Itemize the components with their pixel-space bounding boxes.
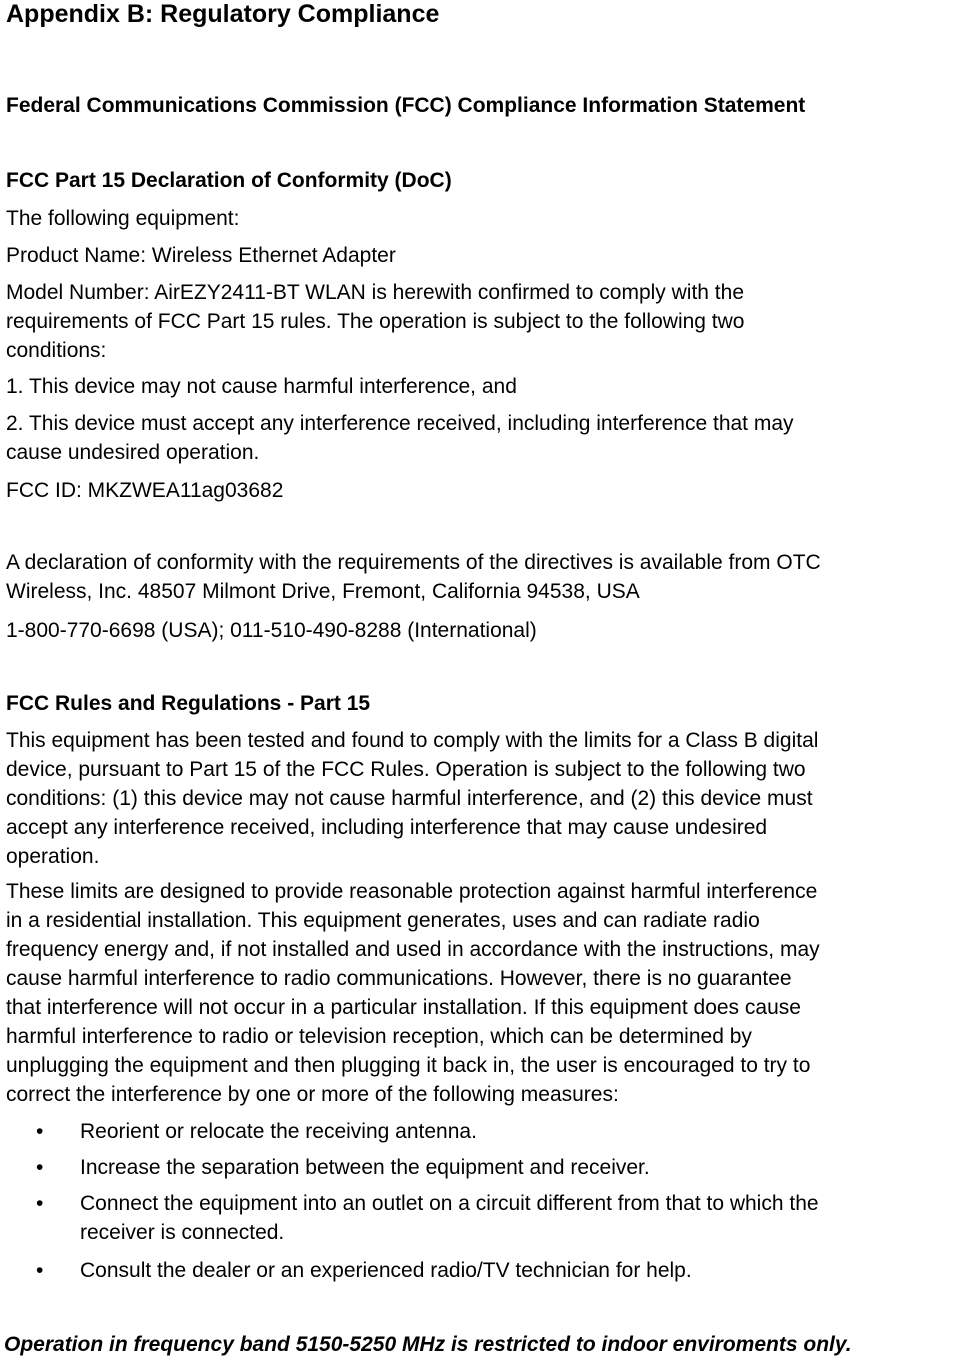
phone-numbers: 1-800-770-6698 (USA); 011-510-490-8288 (International) [6, 619, 537, 642]
list-item-text: Connect the equipment into an outlet on a circuit different from that to which the [80, 1192, 819, 1215]
text-line: that interference will not occur in a particular installation. If this equipment does cause [6, 996, 801, 1019]
bullet-icon: • [36, 1192, 44, 1215]
rules-paragraph-2 [6, 877, 820, 1109]
text-line: accept any interference received, including interference that may cause undesired [6, 816, 768, 839]
list-item-text: Reorient or relocate the receiving antenna. [80, 1120, 477, 1143]
text-line: in a residential installation. This equipment generates, uses and can radiate radio [6, 909, 760, 932]
product-name: Product Name: Wireless Ethernet Adapter [6, 244, 396, 267]
text-line: Wireless, Inc. 48507 Milmont Drive, Fremont, California 94538, USA [6, 580, 640, 603]
bullet-icon: • [36, 1156, 44, 1179]
page-title: Appendix B: Regulatory Compliance [6, 0, 440, 28]
list-item-text: Consult the dealer or an experienced radio/TV technician for help. [80, 1259, 692, 1282]
text-line: conditions: [6, 339, 107, 362]
fcc-statement-heading: Federal Communications Commission (FCC) Compliance Information Statement [6, 94, 806, 117]
text-line: operation. [6, 845, 100, 868]
text-line: conditions: (1) this device may not cause harmful interference, and (2) this device must [6, 787, 813, 810]
fcc-id: FCC ID: MKZWEA11ag03682 [6, 479, 284, 502]
text-line: cause undesired operation. [6, 441, 260, 464]
equipment-intro: The following equipment: [6, 207, 240, 230]
text-line: cause harmful interference to radio communications. However, there is no guarantee [6, 967, 792, 990]
text-line: frequency energy and, if not installed and used in accordance with the instructions, may [6, 938, 820, 961]
condition-2 [6, 409, 794, 467]
text-line: correct the interference by one or more of the following measures: [6, 1083, 619, 1106]
bullet-icon: • [36, 1259, 44, 1282]
model-number-paragraph [6, 278, 744, 365]
text-line: unplugging the equipment and then plugging it back in, the user is encouraged to try to [6, 1054, 811, 1077]
rules-paragraph-1 [6, 726, 818, 871]
text-line: harmful interference to radio or television reception, which can be determined by [6, 1025, 752, 1048]
doc-heading: FCC Part 15 Declaration of Conformity (DoC) [6, 169, 452, 192]
text-line: 2. This device must accept any interference received, including interference that may [6, 412, 794, 435]
declaration-paragraph [6, 548, 821, 606]
bullet-icon: • [36, 1120, 44, 1143]
rules-heading: FCC Rules and Regulations - Part 15 [6, 692, 371, 715]
text-line: Model Number: AirEZY2411-BT WLAN is herewith confirmed to comply with the [6, 281, 745, 304]
list-item-text: Increase the separation between the equipment and receiver. [80, 1156, 650, 1179]
text-line: This equipment has been tested and found to comply with the limits for a Class B digital [6, 729, 819, 752]
text-line: These limits are designed to provide reasonable protection against harmful interference [6, 880, 818, 903]
text-line: requirements of FCC Part 15 rules. The operation is subject to the following two [6, 310, 745, 333]
text-line: device, pursuant to Part 15 of the FCC Rules. Operation is subject to the following two [6, 758, 806, 781]
list-item-text: receiver is connected. [80, 1221, 285, 1244]
condition-1: 1. This device may not cause harmful interference, and [6, 375, 517, 398]
text-line: A declaration of conformity with the requirements of the directives is available from OTC [6, 551, 821, 574]
footer-note: Operation in frequency band 5150-5250 MHz is restricted to indoor enviroments only. [4, 1333, 852, 1356]
